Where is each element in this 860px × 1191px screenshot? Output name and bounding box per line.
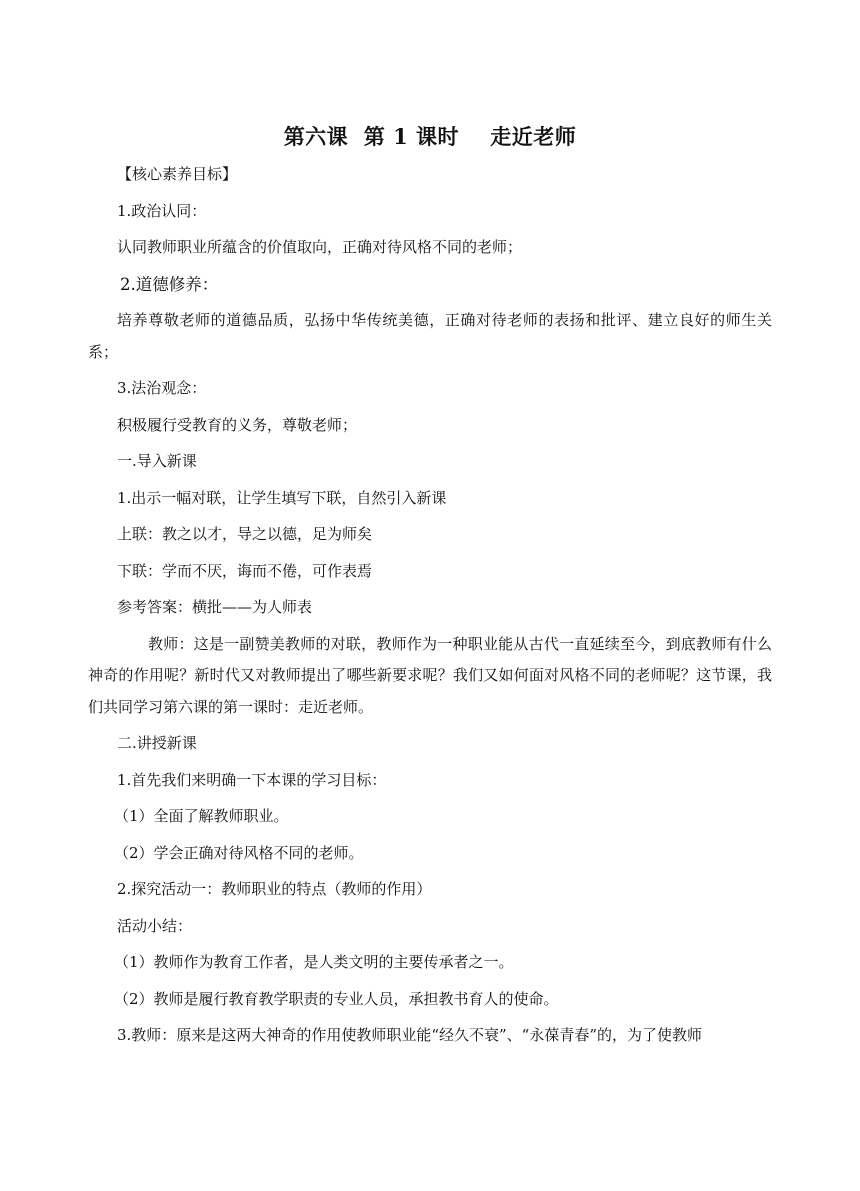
section-heading-new-lesson: 二.讲授新课: [117, 734, 197, 752]
lesson-step-2: 2.探究活动一：教师职业的特点（教师的作用）: [117, 880, 432, 898]
lesson-step-1: 1.首先我们来明确一下本课的学习目标：: [117, 770, 387, 789]
goal-2-text: 培养尊敬老师的道德品质，弘扬中华传统美德，正确对待老师的表扬和批评、建立良好的师生关系；: [88, 311, 772, 361]
goal-1-text: 认同教师职业所蕴含的价值取向，正确对待风格不同的老师；: [117, 238, 523, 256]
couplet-upper: 上联：教之以才，导之以德，足为师矣: [117, 525, 373, 543]
goal-3-text: 积极履行受教育的义务，尊敬老师；: [117, 415, 358, 434]
activity-summary-heading: 活动小结：: [117, 916, 193, 935]
couplet-answer: 参考答案：横批——为人师表: [117, 598, 313, 616]
learning-goal-1: （1）全面了解教师职业。: [114, 807, 289, 825]
goal-2-heading: 2.道德修养：: [120, 274, 219, 294]
lesson-step-3: 3.教师：原来是这两大神奇的作用使教师职业能“经久不衰”、“永葆青春”的，为了使教师: [117, 1026, 702, 1044]
section-heading-core-goals: 【核心素养目标】: [117, 165, 238, 183]
intro-step-1: 1.出示一幅对联，让学生填写下联，自然引入新课: [117, 488, 447, 507]
goal-1-heading: 1.政治认同：: [117, 201, 207, 220]
goal-3-heading: 3.法治观念：: [117, 379, 207, 397]
learning-goal-2: （2）学会正确对待风格不同的老师。: [114, 843, 364, 862]
activity-summary-1: （1）教师作为教育工作者，是人类文明的主要传承者之一。: [114, 953, 514, 971]
teacher-intro-paragraph: 教师：这是一副赞美教师的对联，教师作为一种职业能从古代一直延续至今，到底教师有什么神奇的作用呢？新时代又对教师提出了哪些新要求呢？我们又如何面对风格不同的老师呢？这节课，我们共同学习第六课的第一课时：走近老师。: [88, 634, 772, 716]
section-heading-intro: 一.导入新课: [117, 452, 197, 470]
couplet-lower: 下联：学而不厌，诲而不倦，可作表焉: [117, 561, 373, 580]
document-title: 第六课 第 1 课时 走近老师: [283, 124, 577, 149]
activity-summary-2: （2）教师是履行教育教学职责的专业人员，承担教书育人的使命。: [114, 989, 559, 1008]
